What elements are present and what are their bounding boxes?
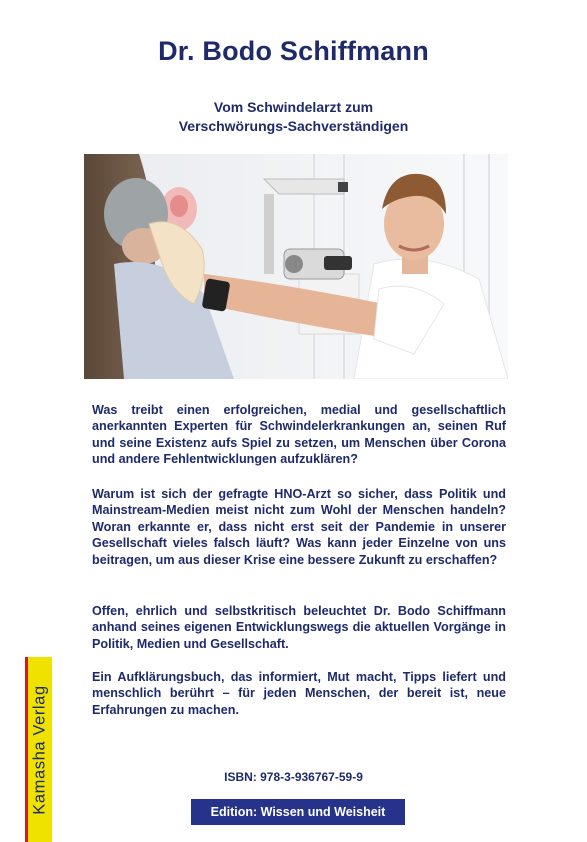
subtitle-line-2: Verschwörungs-Sachverständigen bbox=[178, 118, 409, 134]
blurb-paragraph-1: Was treibt einen erfolgreichen, medial und gesellschaftlich anerkannten Experten für Schwindelerkrankungen an, seinen Ruf und seine Existenz aufs Spiel zu setzen, um Menschen über Corona und andere Fehlentwicklungen aufzuklären? bbox=[92, 403, 506, 467]
doctor-with-patient-photo bbox=[84, 154, 508, 379]
publisher-spine bbox=[25, 657, 52, 842]
publisher-name: Kamasha Verlag bbox=[30, 684, 49, 815]
isbn-number: ISBN: 978-3-936767-59-9 bbox=[224, 770, 363, 784]
blurb-paragraph-2: Warum ist sich der gefragte HNO-Arzt so sicher, dass Politik und Mainstream-Medien meist nicht zum Wohl der Menschen handeln? Woran erkannte er, dass nicht erst seit der Pandemie in unserer Gesellschaft vieles falsch läuft? Was kann jeder Einzelne von uns beitragen, um aus dieser Krise eine bessere Zukunft zu erschaffen? bbox=[92, 487, 506, 567]
cover-photo bbox=[84, 154, 508, 379]
edition-badge: Edition: Wissen und Weisheit bbox=[191, 799, 405, 825]
subtitle-line-1: Vom Schwindelarzt zum bbox=[213, 99, 374, 115]
book-title: Dr. Bodo Schiffmann bbox=[158, 36, 429, 66]
blurb-paragraph-4: Ein Aufklärungsbuch, das informiert, Mut macht, Tipps liefert und menschlich berührt – für jeden Menschen, der bereit ist, neue Erfahrungen zu machen. bbox=[92, 670, 506, 717]
book-subtitle bbox=[0, 98, 587, 136]
blurb-paragraph-3: Offen, ehrlich und selbstkritisch beleuchtet Dr. Bodo Schiffmann anhand seines eigenen Entwicklungswegs die aktuellen Vorgänge in Politik, Medien und Gesellschaft. bbox=[92, 604, 506, 651]
